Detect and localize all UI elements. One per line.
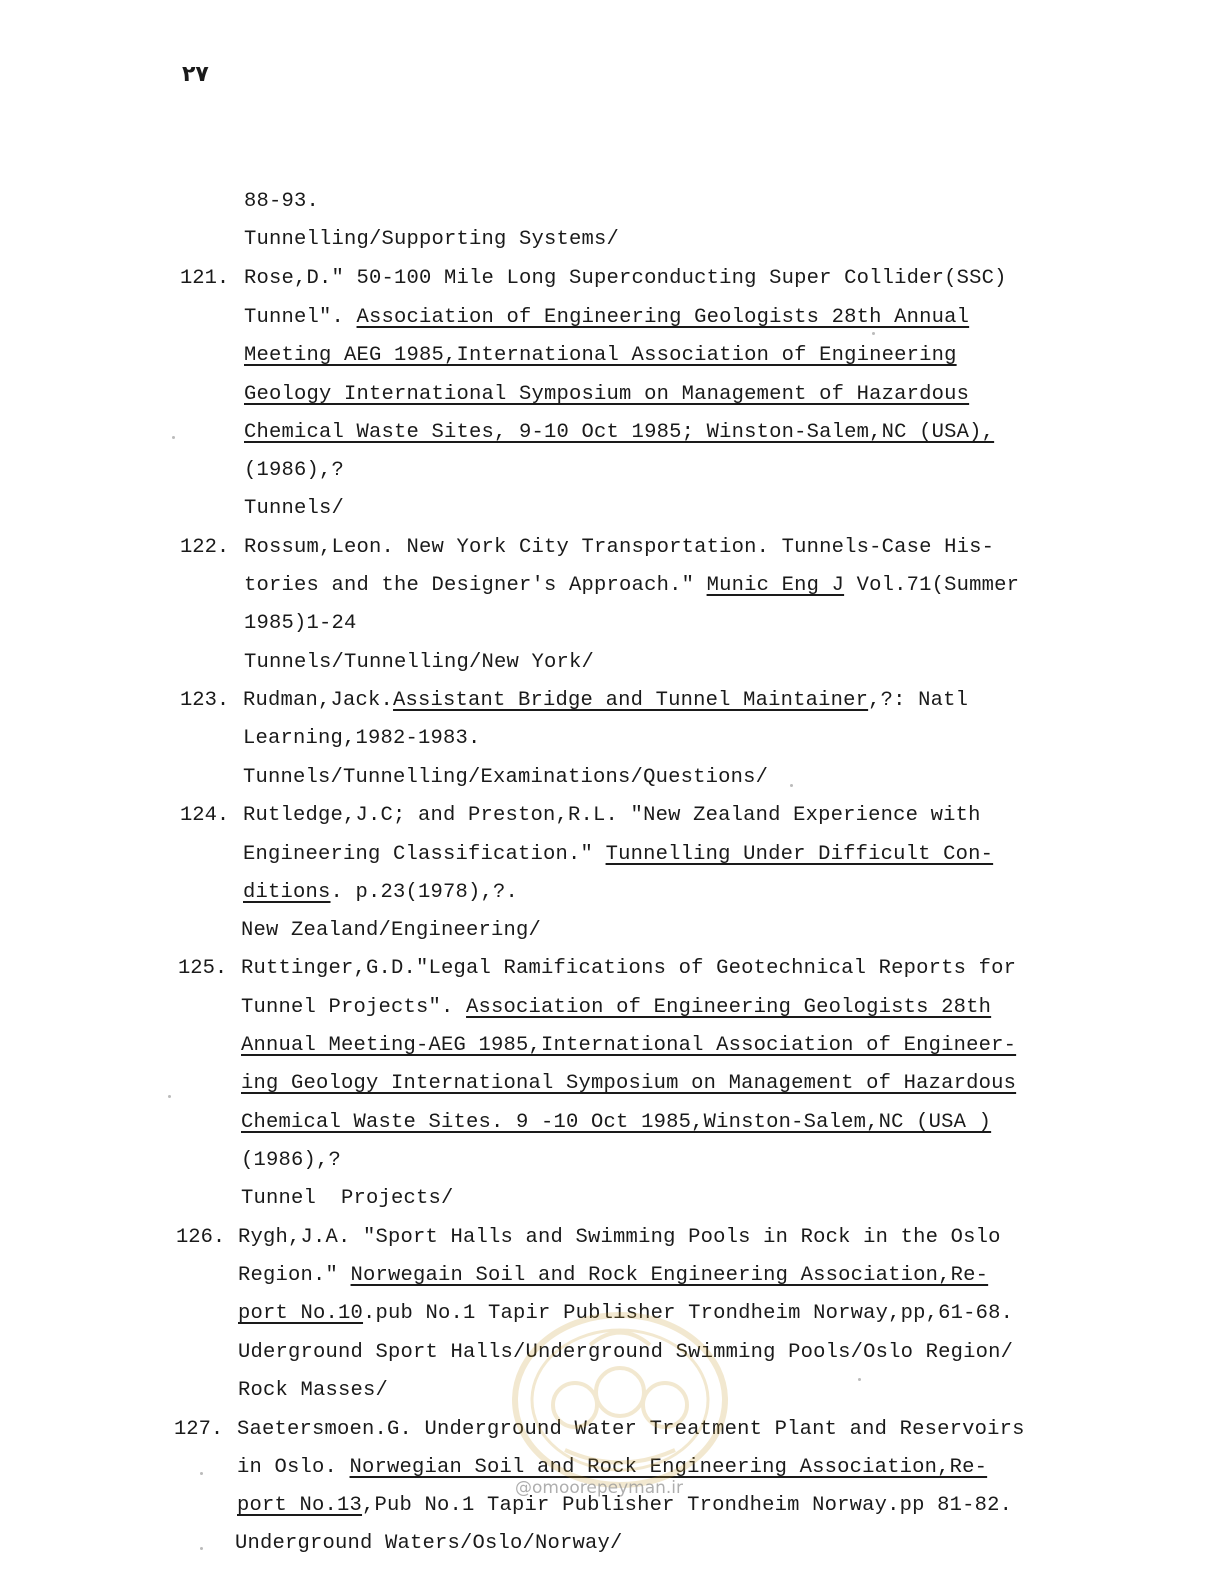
publication-title: port No.10 [238,1302,364,1325]
entry-keywords: Underground Waters/Oslo/Norway/ [235,1532,623,1555]
entry-number: 125. [178,957,228,980]
scan-speck [200,1547,203,1550]
continued-keywords: Tunnelling/Supporting Systems/ [244,228,620,251]
entry-line: Tunnel". Association of Engineering Geologists 28th Annual [244,306,970,329]
publication-title: Norwegian Soil and Rock Engineering Association,Re- [349,1456,988,1479]
publication-title: Geology International Symposium on Management of Hazardous [244,383,970,406]
publication-title: Annual Meeting-AEG 1985,International Association of Engineer- [241,1034,1017,1057]
entry-line: tories and the Designer's Approach." Munic Eng J Vol.71(Summer [244,574,1020,597]
publication-title: Association of Engineering Geologists 28th [466,996,992,1019]
entry-keywords: New Zealand/Engineering/ [241,919,542,942]
entry-line: Saetersmoen.G. Underground Water Treatment Plant and Reservoirs [237,1418,1025,1441]
entry-number: 127. [174,1418,224,1441]
publication-title: ditions [243,881,331,904]
entry-keywords: Tunnels/Tunnelling/New York/ [244,651,595,674]
entry-line: port No.10.pub No.1 Tapir Publisher Trondheim Norway,pp,61-68. [238,1302,1014,1325]
entry-line: Rutledge,J.C; and Preston,R.L. "New Zealand Experience with [243,804,981,827]
entry-line: Region." Norwegain Soil and Rock Engineering Association,Re- [238,1264,989,1287]
entry-line: Rossum,Leon. New York City Transportation. Tunnels-Case His- [244,536,995,559]
entry-line: (1986),? [241,1149,342,1172]
scan-speck [172,436,175,439]
publication-title: port No.13 [237,1494,363,1517]
entry-keywords: Uderground Sport Halls/Underground Swimming Pools/Oslo Region/ [238,1341,1014,1364]
entry-keywords: Tunnels/Tunnelling/Examinations/Questions/ [243,766,769,789]
publication-title: Norwegain Soil and Rock Engineering Association,Re- [350,1264,989,1287]
publication-title: ing Geology International Symposium on Management of Hazardous [241,1072,1017,1095]
entry-number: 126. [176,1226,226,1249]
entry-line: Rygh,J.A. "Sport Halls and Swimming Pools in Rock in the Oslo [238,1226,1001,1249]
entry-line: Tunnel Projects". Association of Engineering Geologists 28th [241,996,992,1019]
entry-keywords: Tunnels/ [244,497,345,520]
scan-speck [858,1378,861,1381]
watermark-text: @omoorepeyman.ir [515,1478,684,1498]
publication-title: Chemical Waste Sites, 9-10 Oct 1985; Winston-Salem,NC (USA), [244,421,995,444]
publication-title: Assistant Bridge and Tunnel Maintainer [393,689,869,712]
entry-keywords: Tunnel Projects/ [241,1187,454,1210]
entry-line: Learning,1982-1983. [243,727,481,750]
scan-speck [790,784,793,787]
entry-number: 122. [180,536,230,559]
publication-title: Meeting AEG 1985,International Association of Engineering [244,344,957,367]
entry-line: Rose,D." 50-100 Mile Long Superconducting Super Collider(SSC) [244,267,1007,290]
continued-pages: 88-93. [244,190,320,213]
page-number: ۲۷ [182,62,209,87]
entry-line: Engineering Classification." Tunnelling Under Difficult Con- [243,843,994,866]
entry-number: 124. [180,804,230,827]
publication-title: Munic Eng J [706,574,845,597]
scan-speck [872,332,875,335]
entry-number: 121. [180,267,230,290]
publication-title: Chemical Waste Sites. 9 -10 Oct 1985,Winston-Salem,NC (USA ) [241,1111,992,1134]
publication-title: Association of Engineering Geologists 28th Annual [356,306,970,329]
publication-title: Tunnelling Under Difficult Con- [605,843,994,866]
entry-line: (1986),? [244,459,345,482]
entry-line: Rudman,Jack.Assistant Bridge and Tunnel Maintainer,?: Natl [243,689,969,712]
entry-line: 1985)1-24 [244,612,357,635]
scan-speck [168,1095,171,1098]
entry-line: in Oslo. Norwegian Soil and Rock Engineering Association,Re- [237,1456,988,1479]
scan-speck [200,1472,203,1475]
entry-line: Ruttinger,G.D."Legal Ramifications of Geotechnical Reports for [241,957,1017,980]
entry-line: port No.13,Pub No.1 Tapir Publisher Trondheim Norway.pp 81-82. [237,1494,1013,1517]
entry-number: 123. [180,689,230,712]
entry-keywords: Rock Masses/ [238,1379,389,1402]
entry-line: ditions. p.23(1978),?. [243,881,519,904]
